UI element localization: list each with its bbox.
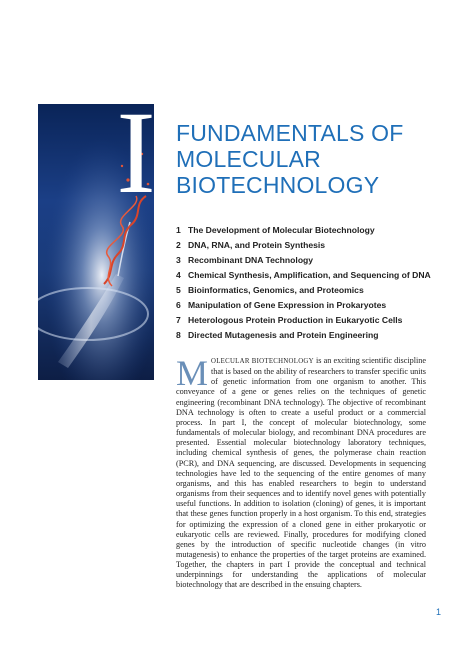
chapter-item[interactable] xyxy=(176,282,456,297)
part-title xyxy=(176,120,416,198)
chapter-number: 2 xyxy=(176,239,181,250)
part-title-line: FUNDAMENTALS OF xyxy=(176,120,404,146)
chapter-item[interactable] xyxy=(176,313,456,328)
chapter-title: Manipulation of Gene Expression in Prokaryotes xyxy=(188,300,387,311)
intro-paragraph xyxy=(176,353,427,591)
chapter-number: 3 xyxy=(176,254,181,265)
chapter-title: The Development of Molecular Biotechnology xyxy=(188,224,375,235)
chapter-list xyxy=(176,222,456,343)
chapter-item[interactable] xyxy=(176,267,456,282)
chapter-item[interactable] xyxy=(176,252,456,267)
chapter-number: 7 xyxy=(176,315,181,326)
part-title-line: BIOTECHNOLOGY xyxy=(176,172,380,198)
chapter-title: Heterologous Protein Production in Eukaryotic Cells xyxy=(188,315,403,326)
part-title-line: MOLECULAR xyxy=(176,146,321,172)
chapter-item[interactable] xyxy=(176,297,456,312)
chapter-item[interactable] xyxy=(176,237,456,252)
part-numeral: I xyxy=(116,87,156,218)
chapter-item[interactable] xyxy=(176,328,456,343)
chapter-number: 5 xyxy=(176,284,181,295)
chapter-number: 8 xyxy=(176,330,181,341)
chapter-title: DNA, RNA, and Protein Synthesis xyxy=(188,239,326,250)
intro-lead-smallcaps: OLECULAR BIOTECHNOLOGY xyxy=(211,358,314,365)
drop-cap: M xyxy=(176,353,209,393)
chapter-title: Bioinformatics, Genomics, and Proteomics xyxy=(188,284,364,295)
chapter-title: Chemical Synthesis, Amplification, and Sequencing of DNA xyxy=(188,269,431,280)
chapter-number: 4 xyxy=(176,269,181,280)
chapter-number: 6 xyxy=(176,300,181,311)
chapter-title: Recombinant DNA Technology xyxy=(188,254,314,265)
chapter-number: 1 xyxy=(176,224,181,235)
page-number: 1 xyxy=(436,607,442,617)
chapter-item[interactable] xyxy=(176,222,456,237)
intro-body: is an exciting scientific discipline that is based on the ability of researchers to transfer specific units of genetic information from one organism to another. This conveyance of a gene or genes relies on the techniques of genetic engineering (recombinant DNA technology). The objective of recombinant DNA technology is often to create a useful product or a commercial process. In part I, the concept of molecular biotechnology, some fundamentals of molecular biology, and recombinant DNA procedures are presented. Essential molecular biotechnology laboratory techniques, including chemical synthesis of genes, the polymerase chain reaction (PCR), and DNA sequencing, are discussed. Developments in sequencing technologies have led to the sequencing of the entire genomes of many organisms, and this has enabled researchers to begin to understand organisms from their sequences and to identify novel genes with potentially useful functions. In addition to isolation (cloning) of genes, it is important that these genes function properly in a host organism. To this end, strategies for optimizing the expression of a cloned gene in either prokaryotic or eukaryotic cells are reviewed. Finally, procedures for modifying cloned genes by the introduction of specific nucleotide changes (in vitro mutagenesis) to enhance the properties of the target proteins are examined. Together, the chapters in part I provide the conceptual and technical underpinnings for understanding the applications of molecular biotechnology that are described in the ensuing chapters. xyxy=(176,356,427,590)
chapter-title: Directed Mutagenesis and Protein Engineering xyxy=(188,330,379,341)
